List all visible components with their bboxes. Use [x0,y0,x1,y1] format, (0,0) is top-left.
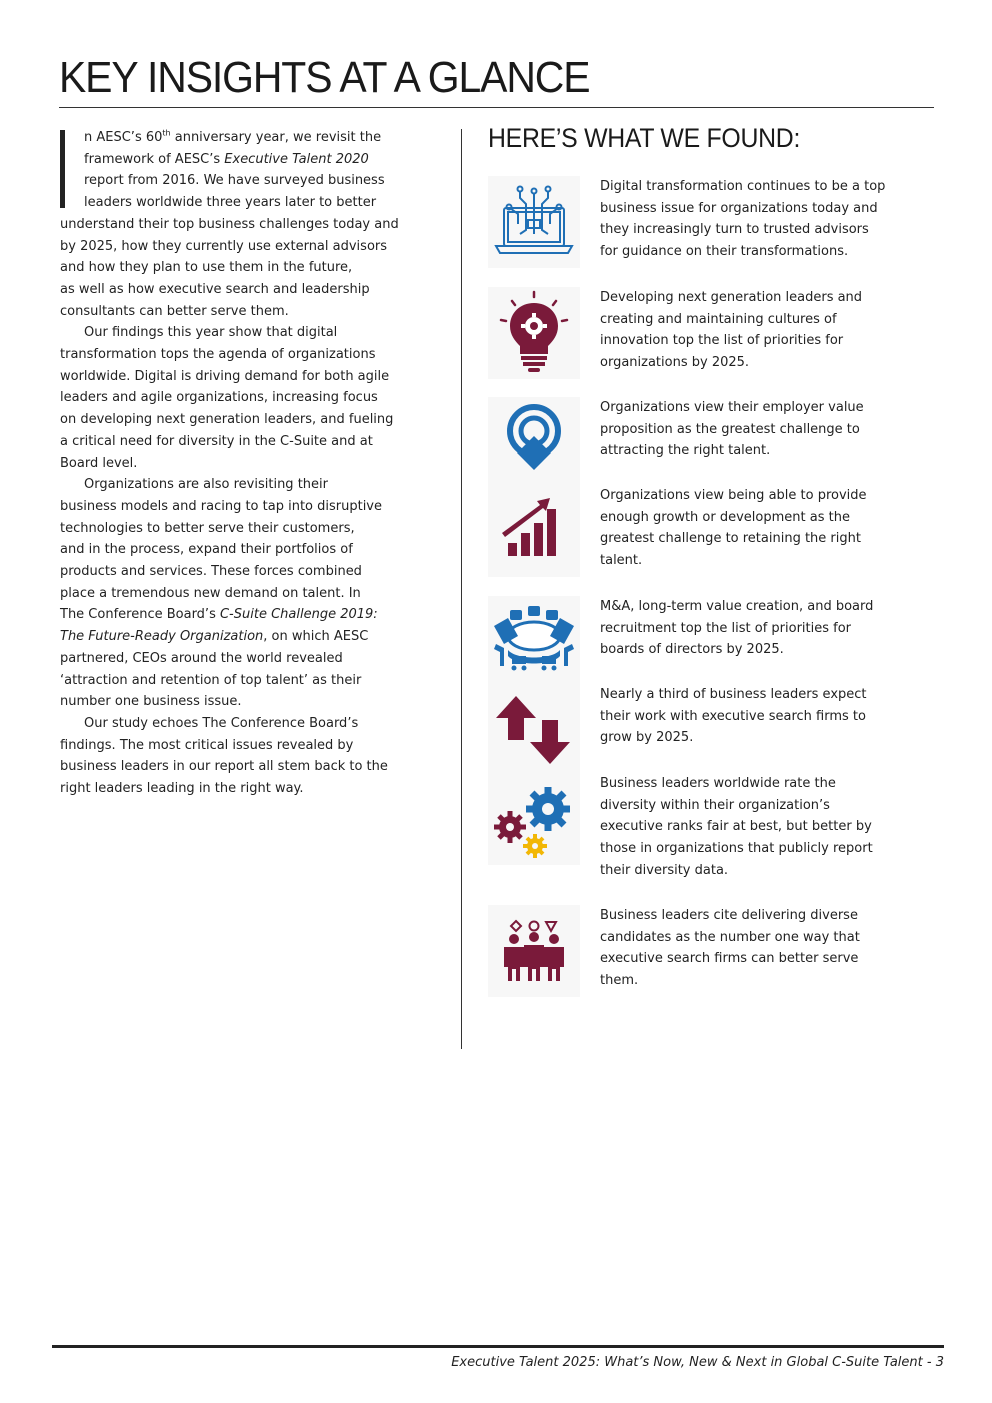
up-down-arrows-icon [488,684,580,776]
intro-line: consultants can better serve them. [60,303,289,319]
body-paragraph: Our study echoes The Conference Board’s findings. The most critical issues revealed by business leaders in our report all stem back to the right leaders leading in the right way. [60,715,388,797]
page-footer [451,1355,944,1370]
footer-divider [52,1345,944,1348]
finding-text: Developing next generation leaders and [600,290,863,305]
finding-text: Business leaders cite delivering diverse [600,908,858,923]
finding-text: grow by 2025. [600,730,694,746]
intro-paragraph [60,127,412,322]
finding-text: innovation top the list of priorities for [600,333,844,349]
intro-line: n AESC’s 60th anniversary year, we revisit the [84,128,382,145]
finding-text: M&A, long-term value creation, and board [600,599,874,614]
footer-separator: - [922,1355,936,1370]
growth-chart-icon [488,485,580,577]
diverse-people-icon [488,905,580,997]
finding-text: proposition as the greatest challenge to [600,421,860,437]
finding-text: executive ranks fair at best, but better by [600,819,872,835]
footer-title: Executive Talent 2025: What’s Now, New & Next in Global C-Suite Talent [451,1355,923,1370]
intro-line: report from 2016. We have surveyed business [84,173,385,189]
intro-line: leaders worldwide three years later to better [84,195,377,211]
finding-text: Digital transformation continues to be a top [600,179,886,194]
intro-line: by 2025, how they currently use external advisors [60,238,388,254]
finding-text: they increasingly turn to trusted advisors [600,222,869,238]
finding-text: their work with executive search firms to [600,708,866,724]
laptop-circuit-icon [488,176,580,268]
finding-text: them. [600,973,639,989]
finding-text: executive search firms can better serve [600,951,859,967]
finding-text: talent. [600,553,643,569]
finding-text: enough growth or development as the [600,509,850,525]
finding-text: greatest challenge to retaining the right [600,531,861,547]
finding-text: candidates as the number one way that [600,929,860,945]
page-title: KEY INSIGHTS AT A GLANCE [59,53,590,102]
body-paragraph: Organizations are also revisiting their business models and racing to tap into disruptive technologies to better serve their customers, and in the process, expand their portfolios of products and services. These forces combined place a tremendous new demand on talent. In The Conference Board’s C-Suite Challenge 2019: The Future-Ready Organization, on which AESC partnered, CEOs around the world revealed ‘attraction and retention of top talent’ as their number one business issue. [60,477,382,710]
finding-text: creating and maintaining cultures of [600,311,837,327]
gears-icon [488,773,580,865]
finding-text: diversity within their organization’s [600,797,830,813]
intro-article [60,127,412,800]
body-paragraph: Our findings this year show that digital transformation tops the agenda of organizations worldwide. Digital is driving demand for both agile leaders and agile organizations, increasing focus on developing next generation leaders, and fueling a critical need for diversity in the C-Suite and at Board level. [60,325,394,471]
finding-text: recruitment top the list of priorities for [600,620,852,636]
title-divider [59,107,934,108]
drop-cap-letter-i [60,130,65,208]
intro-line: and how they plan to use them in the future, [60,260,353,276]
finding-text: boards of directors by 2025. [600,642,784,658]
finding-text: for guidance on their transformations. [600,244,849,260]
finding-text: organizations by 2025. [600,355,750,371]
findings-heading: HERE’S WHAT WE FOUND: [488,123,801,153]
finding-text: Nearly a third of business leaders expect [600,687,867,702]
finding-text: attracting the right talent. [600,443,771,459]
finding-text: Organizations view being able to provide [600,488,867,503]
intro-line: framework of AESC’s Executive Talent 2020 [84,151,369,167]
boardroom-table-icon [488,596,580,688]
location-pin-icon [488,397,580,489]
finding-text: those in organizations that publicly report [600,841,873,857]
intro-line: understand their top business challenges today and [60,216,399,232]
column-divider [461,129,462,1049]
finding-text: business issue for organizations today and [600,200,878,216]
finding-text: their diversity data. [600,862,729,878]
lightbulb-gear-icon [488,287,580,379]
intro-line: as well as how executive search and leadership [60,281,370,297]
finding-text: Organizations view their employer value [600,400,864,415]
finding-text: Business leaders worldwide rate the [600,776,836,791]
page-number: 3 [935,1355,944,1370]
